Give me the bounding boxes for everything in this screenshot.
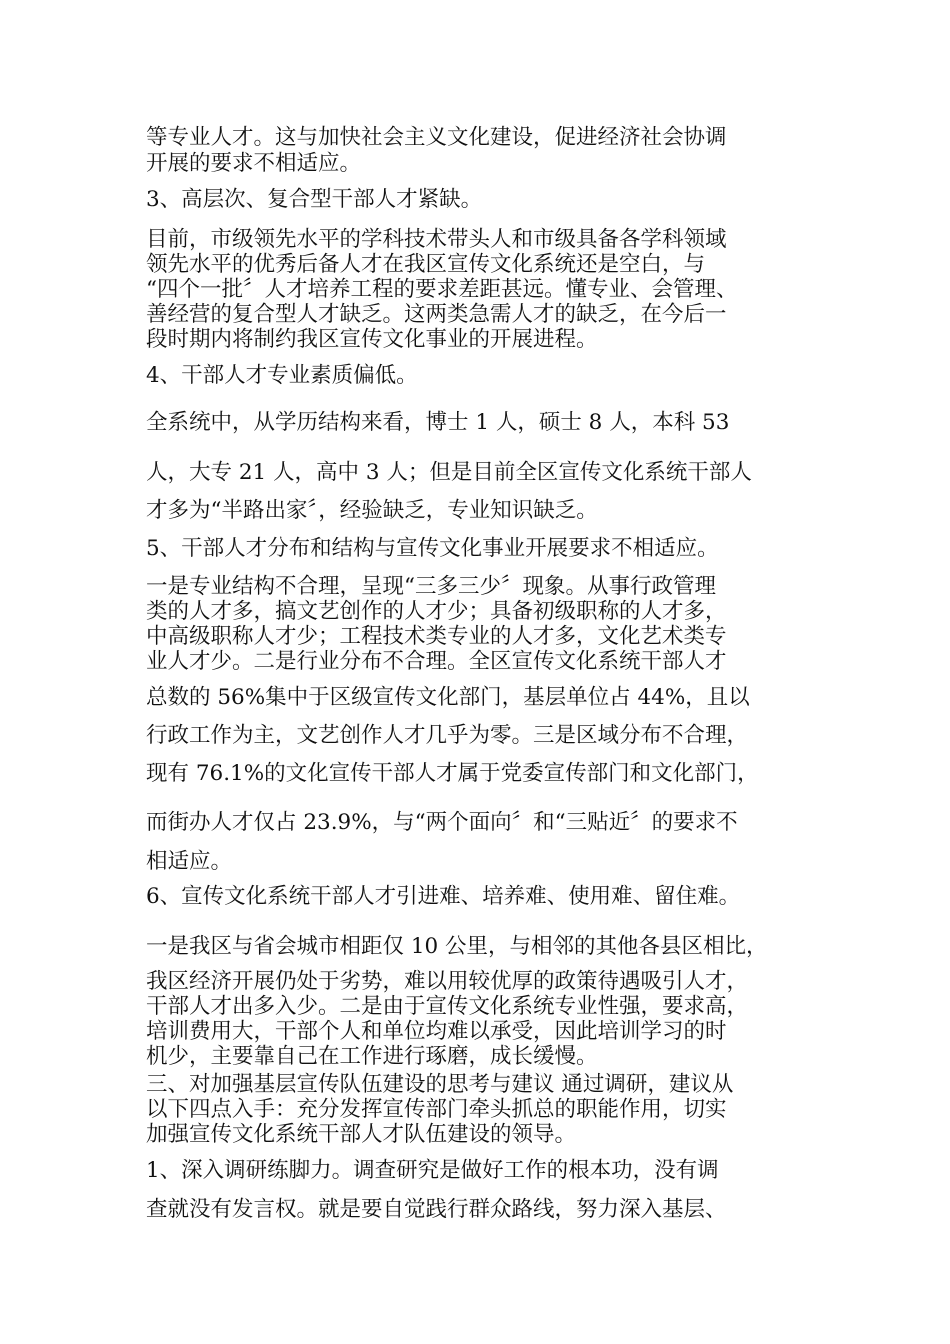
text-line: 开展的要求不相适应。 <box>146 151 362 176</box>
text-line: 人，大专 21 人，高中 3 人；但是目前全区宣传文化系统干部人 <box>146 460 752 485</box>
text-line: 一是专业结构不合理，呈现“三多三少〞现象。从事行政管理 <box>146 574 716 599</box>
text-line: 干部人才出多入少。二是由于宣传文化系统专业性强，要求高， <box>146 994 749 1019</box>
text-line: 总数的 56%集中于区级宣传文化部门，基层单位占 44%，且以 <box>146 685 750 710</box>
text-line: 相适应。 <box>146 849 233 874</box>
text-line: 机少，主要靠自己在工作进行琢磨，成长缓慢。 <box>146 1044 598 1069</box>
text-line: 3、高层次、复合型干部人才紧缺。 <box>146 187 483 212</box>
text-line: 等专业人才。这与加快社会主义文化建设，促进经济社会协调 <box>146 125 727 150</box>
text-line: 中高级职称人才少；工程技术类专业的人才多，文化艺术类专 <box>146 624 727 649</box>
text-line: 1、深入调研练脚力。调查研究是做好工作的根本功，没有调 <box>146 1158 719 1183</box>
text-line: 业人才少。二是行业分布不合理。全区宣传文化系统干部人才 <box>146 649 727 674</box>
text-line: 我区经济开展仍处于劣势，难以用较优厚的政策待遇吸引人才， <box>146 969 749 994</box>
text-line: 善经营的复合型人才缺乏。这两类急需人才的缺乏，在今后一 <box>146 302 727 327</box>
text-line: “四个一批〞人才培养工程的要求差距甚远。懂专业、会管理、 <box>146 277 738 302</box>
text-line: 领先水平的优秀后备人才在我区宣传文化系统还是空白，与 <box>146 252 706 277</box>
text-line: 类的人才多，搞文艺创作的人才少；具备初级职称的人才多， <box>146 599 727 624</box>
text-line: 目前，市级领先水平的学科技术带头人和市级具备各学科领域 <box>146 227 727 252</box>
text-line: 全系统中，从学历结构来看，博士 1 人，硕士 8 人，本科 53 <box>146 410 730 435</box>
text-line: 段时期内将制约我区宣传文化事业的开展进程。 <box>146 327 598 352</box>
text-line: 才多为“半路出家〞，经验缺乏，专业知识缺乏。 <box>146 498 598 523</box>
text-line: 而街办人才仅占 23.9%，与“两个面向〞和“三贴近〞的要求不 <box>146 810 738 835</box>
text-line: 6、宣传文化系统干部人才引进难、培养难、使用难、留住难。 <box>146 884 741 909</box>
text-line: 三、对加强基层宣传队伍建设的思考与建议 通过调研，建议从 <box>146 1072 734 1097</box>
text-line: 5、干部人才分布和结构与宣传文化事业开展要求不相适应。 <box>146 536 719 561</box>
text-line: 以下四点入手：充分发挥宣传部门牵头抓总的职能作用，切实 <box>146 1097 727 1122</box>
text-line: 行政工作为主，文艺创作人才几乎为零。三是区域分布不合理， <box>146 723 749 748</box>
text-line: 加强宣传文化系统干部人才队伍建设的领导。 <box>146 1122 577 1147</box>
text-line: 培训费用大，干部个人和单位均难以承受，因此培训学习的时 <box>146 1019 727 1044</box>
text-line: 查就没有发言权。就是要自觉践行群众路线，努力深入基层、 <box>146 1197 727 1222</box>
text-line: 4、干部人才专业素质偏低。 <box>146 363 418 388</box>
text-line: 现有 76.1%的文化宣传干部人才属于党委宣传部门和文化部门， <box>146 761 759 786</box>
text-line: 一是我区与省会城市相距仅 10 公里，与相邻的其他各县区相比， <box>146 934 768 959</box>
